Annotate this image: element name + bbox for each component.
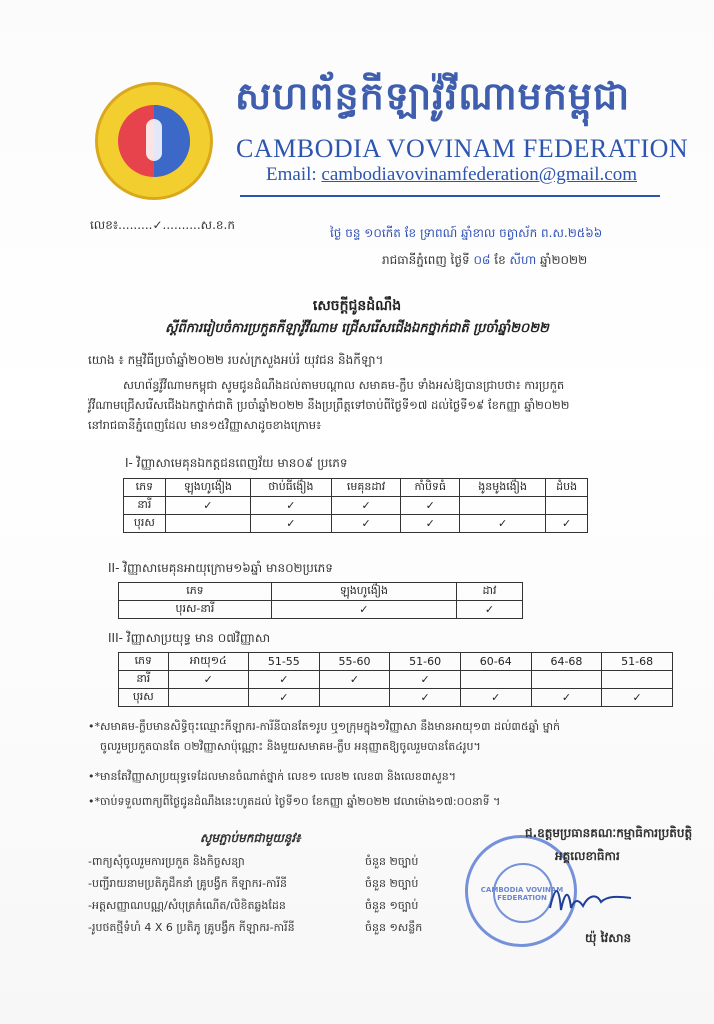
section1-cell: ✓ (459, 515, 545, 533)
section1-heading: I- វិញ្ញាសាមេគុនឯកត្តជនពេញវ័យ មាន០៩ ប្រភេទ (125, 456, 348, 470)
section3-header-cell: 51-55 (248, 653, 319, 671)
section2-header-row (119, 583, 523, 601)
body-paragraph-line-3: នៅរាជធានីភ្នំពេញដែល មាន១៥វិញ្ញាសាដូចខាងក្រោម៖ (88, 418, 322, 432)
section3-cell (602, 671, 673, 689)
requirement-item: -អត្តសញ្ញាណបណ្ណ/សំបុត្រកំណើត/លិខិតឆ្លងដែន (88, 899, 286, 912)
section1-cell (165, 515, 250, 533)
org-name-english: CAMBODIA VOVINAM FEDERATION (236, 134, 689, 163)
section3-row-label: បុរស (119, 689, 169, 707)
section3-cell: ✓ (531, 689, 602, 707)
solar-day: ០៨ (473, 253, 491, 267)
section1-cell: ✓ (251, 497, 332, 515)
section3-header-cell: 51-68 (602, 653, 673, 671)
requirement-item: -រូបថតថ្មីទំហំ 4 X 6 ប្រតិភូ គ្រូបង្វឹក កីឡាករ-ការីនី (88, 921, 295, 934)
section3-cell (168, 689, 248, 707)
note-line-1: •*សមាគម-ក្លឹបមានសិទ្ធិចុះឈ្មោះកីឡាករ-ការីនីបានតែ១រូប ឬ១ក្រុមក្នុង១វិញ្ញាសា នឹងមានអាយុ១៣ ដល់៣៥ឆ្នាំ ម្នាក់ (88, 720, 561, 733)
section3-cell: ✓ (319, 671, 390, 689)
section2-header-cell: ភេទ (119, 583, 272, 601)
section3-cell: ✓ (390, 671, 461, 689)
body-paragraph-line-2: វ៉ូវីណាមជ្រើសរើសជើងឯកថ្នាក់ជាតិ ប្រចាំឆ្នាំ២០២២ នឹងប្រព្រឹត្តទៅចាប់ពីថ្ងៃទី១៧ ដល់ថ្ងៃទី១៩ ខែកញ្ញា ឆ្នាំ២០២២ (88, 398, 570, 412)
stamp-text: CAMBODIA VOVINAM FEDERATION (480, 886, 564, 902)
header-rule (240, 195, 660, 197)
section3-row-label: នារី (119, 671, 169, 689)
section3-header-cell: អាយុ១៤ (168, 653, 248, 671)
section2-header-cell: ឡុងហូង៉ៀង (271, 583, 456, 601)
requirement-item: -ពាក្យសុំចូលរួមការប្រកួត និងកិច្ចសន្យា (88, 855, 245, 868)
section1-header-row (124, 479, 588, 497)
signatory-role: អគ្គលេខាធិការ (555, 849, 620, 863)
requirement-quantity: ចំនួន ២ច្បាប់ (365, 855, 419, 868)
solar-month-label: ខែ (494, 253, 506, 267)
section3-header-cell: 51-60 (390, 653, 461, 671)
section1-cell (546, 497, 588, 515)
section3-cell (460, 671, 531, 689)
note-line-2: ចូលរួមប្រកួតបានតែ ០២វិញ្ញាសាប៉ុណ្ណោះ និងមួយសមាគម-ក្លឹប អនុញ្ញាតឱ្យចូលរួមបានតែ៤រូប។ (100, 740, 481, 753)
email-label: Email: (266, 164, 317, 185)
section1-header-cell: កាំបិទធំ (401, 479, 460, 497)
section2-row (119, 601, 523, 619)
note-line-4: •*ចាប់ទទួលពាក្យពីថ្ងៃជូនដំណឹងនេះហូតដល់ ថ្ងៃទី១០ ខែកញ្ញា ឆ្នាំ២០២២ វេលាម៉ោង១៧:០០នាទី ។ (88, 795, 501, 808)
section1-cell: ✓ (546, 515, 588, 533)
section1-header-cell: ថាប់ធីង៉ៀង (251, 479, 332, 497)
email-address: cambodiavovinamfederation@gmail.com (321, 164, 637, 185)
section3-cell: ✓ (168, 671, 248, 689)
section1-cell (459, 497, 545, 515)
section2-cell: ✓ (271, 601, 456, 619)
section3-cell: ✓ (602, 689, 673, 707)
section3-cell (531, 671, 602, 689)
section3-cell: ✓ (248, 671, 319, 689)
reference-line: យោង ៖ កម្មវិធីប្រចាំឆ្នាំ២០២២ របស់ក្រសួងអប់រំ យុវជន និងកីឡា។ (88, 353, 384, 367)
section1-row (124, 497, 588, 515)
section3-cell: ✓ (460, 689, 531, 707)
section1-table (123, 478, 588, 533)
section3-header-cell: 55-60 (319, 653, 390, 671)
section3-header-cell: 60-64 (460, 653, 531, 671)
section1-header-cell: ដំបង (546, 479, 588, 497)
solar-date-prefix: រាជធានីភ្នំពេញ ថ្ងៃទី (382, 253, 470, 267)
note-line-3: •*មានតែវិញ្ញាសាប្រយុទ្ធទេដែលមានចំណាត់ថ្នាក់ លេខ១ លេខ២ លេខ៣ និងលេខ៣សួន។ (88, 770, 456, 783)
logo-emblem (118, 105, 190, 177)
handwritten-signature (545, 880, 635, 920)
federation-logo (95, 82, 213, 200)
signatory-title: ជ.ឧត្តមប្រធានគណៈកម្មាធិការប្រតិបត្តិ (525, 826, 693, 840)
section1-cell: ✓ (401, 497, 460, 515)
section3-cell (319, 689, 390, 707)
section3-row (119, 671, 673, 689)
requirement-quantity: ចំនួន ១ច្បាប់ (365, 899, 419, 912)
section1-cell: ✓ (331, 515, 401, 533)
org-email (266, 164, 637, 186)
solar-date (382, 252, 587, 270)
section1-row (124, 515, 588, 533)
section1-row-label: នារី (124, 497, 166, 515)
section3-heading: III- វិញ្ញាសាប្រយុទ្ធ មាន ០៧វិញ្ញាសា (108, 631, 271, 645)
reference-number: លេខ៖.........✓..........ស.ខ.ក (90, 218, 235, 232)
section1-cell: ✓ (251, 515, 332, 533)
requirements-heading: សូមភ្ជាប់មកជាមួយនូវ៖ (200, 831, 301, 845)
notice-title: សេចក្តីជូនដំណឹង (312, 298, 402, 314)
section3-header-row (119, 653, 673, 671)
section3-header-cell: 64-68 (531, 653, 602, 671)
section1-cell: ✓ (401, 515, 460, 533)
section2-heading: II- វិញ្ញាសាមេគុនអាយុក្រោម១៦ឆ្នាំ មាន០២ប្រភេទ (108, 561, 333, 575)
section3-cell: ✓ (390, 689, 461, 707)
section2-row-label: បុរស-នារី (119, 601, 272, 619)
section2-table (118, 582, 523, 619)
body-paragraph-line-1: សហព័ន្ធវ៉ូវីណាមកម្ពុជា សូមជូនដំណឹងដល់តាមបណ្តាល សមាគម-ក្លឹប ទាំងអស់ឱ្យបានជ្រាបថា៖ ការប្រកួត (123, 378, 565, 392)
lunar-date: ថ្ងៃ ចន្ទ ១០កើត ខែ ទ្រាពណ៍ ឆ្នាំខាល ចត្វាស័ក ព.ស.២៥៦៦ (330, 226, 603, 240)
requirement-quantity: ចំនួន ២ច្បាប់ (365, 877, 419, 890)
section1-header-cell: ភេទ (124, 479, 166, 497)
solar-year: ឆ្នាំ២០២២ (540, 253, 588, 267)
section1-row-label: បុរស (124, 515, 166, 533)
section3-row (119, 689, 673, 707)
section2-cell: ✓ (456, 601, 522, 619)
section1-header-cell: ងូនមូងង៉ៀង (459, 479, 545, 497)
org-name-khmer: សហព័ន្ធកីឡាវ៉ូវីណាមកម្ពុជា (235, 73, 631, 118)
section1-cell: ✓ (331, 497, 401, 515)
section3-cell: ✓ (248, 689, 319, 707)
section1-header-cell: ឡុងហូង៉ៀង (165, 479, 250, 497)
requirement-quantity: ចំនួន ១សន្លឹក (365, 921, 423, 934)
section1-cell: ✓ (165, 497, 250, 515)
solar-month: សីហា (509, 253, 537, 267)
signatory-name: យ៉ុ វៃសាន (585, 931, 632, 945)
section1-header-cell: មេគុនដាវ (331, 479, 401, 497)
requirement-item: -បញ្ជីរាយនាមប្រតិភូដឹកនាំ គ្រូបង្វឹក កីឡាករ-ការីនី (88, 877, 287, 890)
section2-header-cell: ដាវ (456, 583, 522, 601)
section3-table (118, 652, 673, 707)
notice-subject: ស្តីពីការរៀបចំការប្រកួតកីឡាវ៉ូវីណាម ជ្រើសរើសជើងឯកថ្នាក់ជាតិ ប្រចាំឆ្នាំ២០២២ (165, 321, 549, 336)
section3-header-cell: ភេទ (119, 653, 169, 671)
